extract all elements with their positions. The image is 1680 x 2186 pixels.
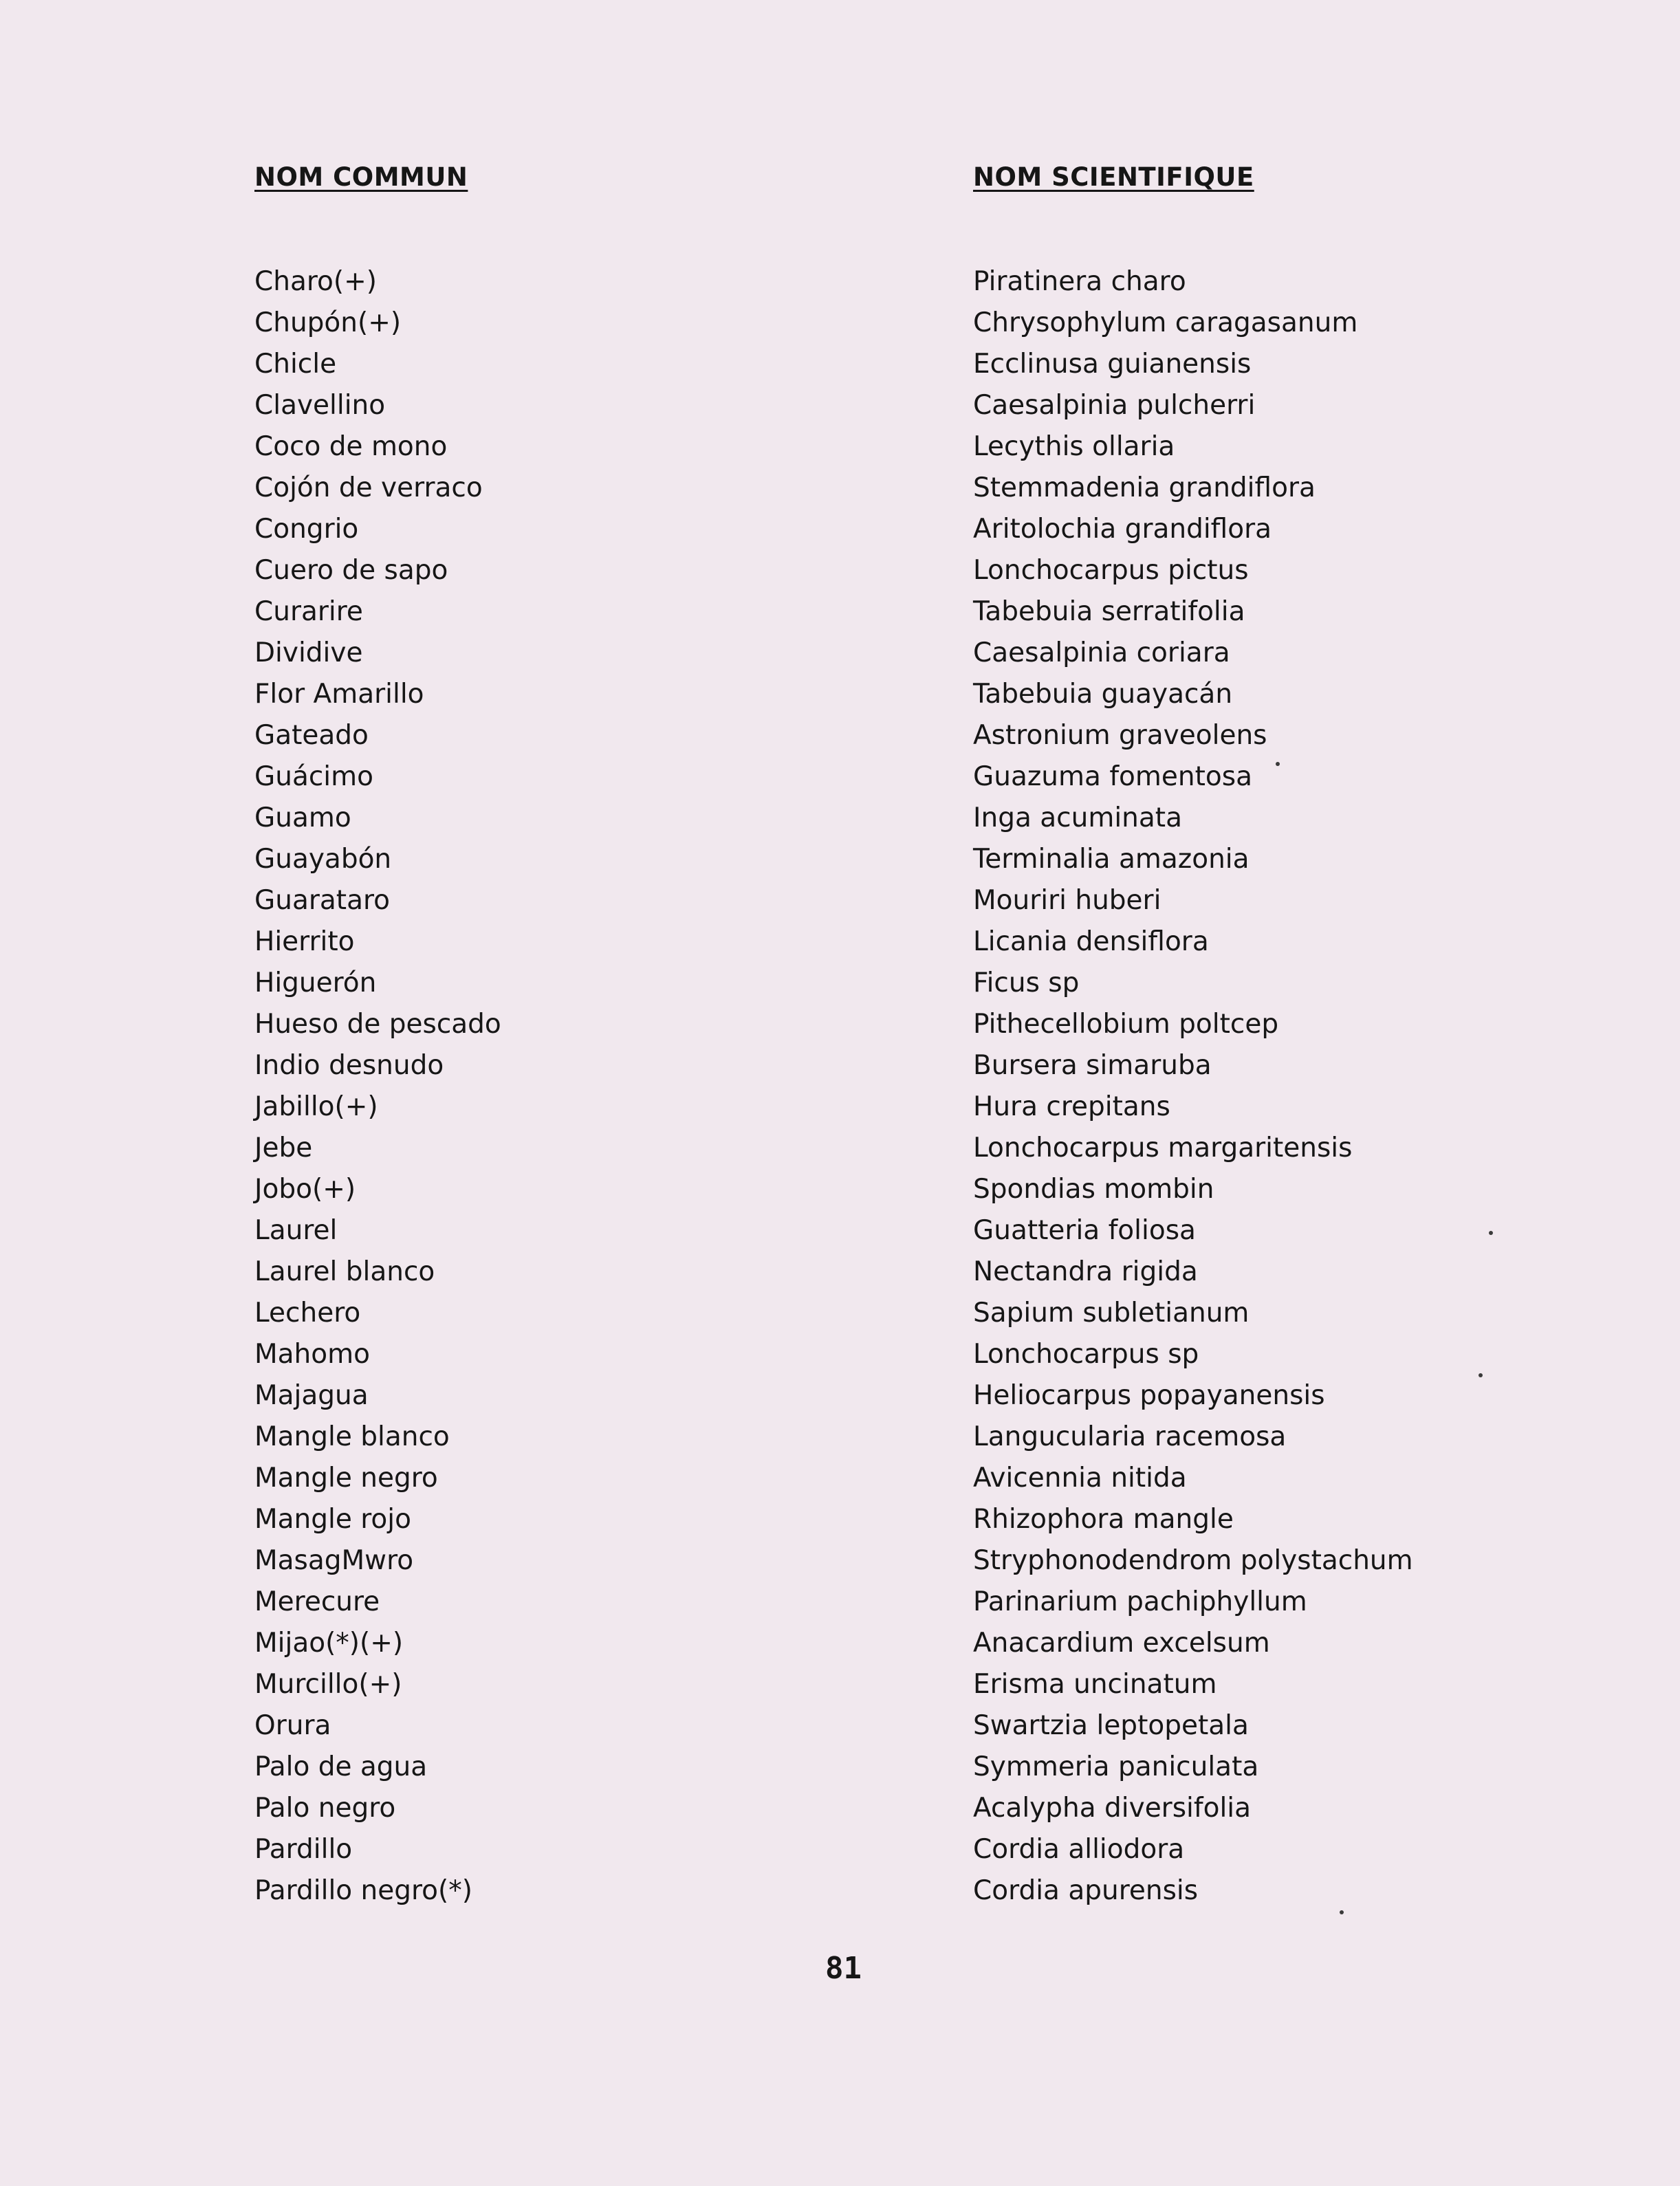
scientific-name-item: Lonchocarpus pictus xyxy=(973,555,1249,586)
scientific-name-item: Erisma uncinatum xyxy=(973,1669,1217,1700)
common-name-item: Guayabón xyxy=(254,844,392,875)
scientific-name-item: Piratinera charo xyxy=(973,266,1186,297)
scientific-name-item: Cordia apurensis xyxy=(973,1875,1199,1906)
scientific-name-item: Nectandra rigida xyxy=(973,1256,1198,1287)
scan-speck xyxy=(1276,762,1280,766)
scientific-name-item: Bursera simaruba xyxy=(973,1050,1212,1081)
common-name-item: Pardillo xyxy=(254,1834,353,1865)
common-name-item: Mijao(*)(+) xyxy=(254,1628,404,1659)
scan-speck xyxy=(1489,1231,1493,1235)
common-name-item: Hierrito xyxy=(254,926,355,957)
scientific-name-item: Guazuma fomentosa xyxy=(973,761,1252,792)
scientific-name-item: Terminalia amazonia xyxy=(973,844,1250,875)
scientific-name-item: Aritolochia grandiflora xyxy=(973,514,1272,545)
common-name-item: Charo(+) xyxy=(254,266,377,297)
scientific-name-item: Mouriri huberi xyxy=(973,885,1161,916)
scientific-name-item: Spondias mombin xyxy=(973,1174,1214,1205)
common-name-heading: NOM COMMUN xyxy=(254,162,468,192)
scientific-name-item: Cordia alliodora xyxy=(973,1834,1185,1865)
scan-speck xyxy=(1479,1373,1483,1377)
common-name-item: Cojón de verraco xyxy=(254,472,483,503)
common-name-item: Laurel xyxy=(254,1215,338,1246)
common-name-item: Indio desnudo xyxy=(254,1050,444,1081)
scientific-name-heading: NOM SCIENTIFIQUE xyxy=(973,162,1254,192)
scientific-name-item: Ecclinusa guianensis xyxy=(973,349,1252,380)
common-name-list xyxy=(254,261,873,1912)
common-name-item: Coco de mono xyxy=(254,431,448,462)
common-name-item: MasagMwro xyxy=(254,1545,414,1576)
common-name-item: Dividive xyxy=(254,637,363,668)
scientific-name-item: Rhizophora mangle xyxy=(973,1504,1234,1535)
scientific-name-item: Guatteria foliosa xyxy=(973,1215,1196,1246)
scientific-name-item: Heliocarpus popayanensis xyxy=(973,1380,1325,1411)
common-name-item: Orura xyxy=(254,1710,331,1741)
common-name-item: Chupón(+) xyxy=(254,307,402,338)
common-name-item: Murcillo(+) xyxy=(254,1669,402,1700)
scientific-name-item: Astronium graveolens xyxy=(973,720,1267,751)
common-name-item: Guarataro xyxy=(254,885,390,916)
scientific-name-item: Lonchocarpus margaritensis xyxy=(973,1133,1353,1163)
scan-speck xyxy=(1340,1910,1344,1914)
common-name-item: Mangle negro xyxy=(254,1463,438,1494)
scientific-name-item: Parinarium pachiphyllum xyxy=(973,1586,1307,1617)
common-name-item: Palo negro xyxy=(254,1793,396,1824)
scientific-name-item: Stryphonodendrom polystachum xyxy=(973,1545,1413,1576)
scientific-name-item: Acalypha diversifolia xyxy=(973,1793,1252,1824)
scientific-name-item: Caesalpinia coriara xyxy=(973,637,1230,668)
common-name-column xyxy=(254,160,873,1912)
common-name-item: Mahomo xyxy=(254,1339,370,1370)
common-name-item: Guamo xyxy=(254,802,351,833)
common-name-item: Jebe xyxy=(254,1133,313,1163)
scientific-name-column xyxy=(973,160,1661,1912)
common-name-item: Laurel blanco xyxy=(254,1256,435,1287)
scientific-name-item: Langucularia racemosa xyxy=(973,1421,1287,1452)
common-name-item: Hueso de pescado xyxy=(254,1009,501,1040)
common-name-item: Clavellino xyxy=(254,390,386,421)
common-name-item: Palo de agua xyxy=(254,1751,428,1782)
scientific-name-item: Hura crepitans xyxy=(973,1091,1170,1122)
common-name-item: Majagua xyxy=(254,1380,369,1411)
common-name-item: Congrio xyxy=(254,514,359,545)
common-name-item: Chicle xyxy=(254,349,337,380)
scientific-name-item: Tabebuia guayacán xyxy=(973,679,1233,710)
common-name-item: Lechero xyxy=(254,1298,361,1329)
scientific-name-item: Lecythis ollaria xyxy=(973,431,1175,462)
scientific-name-item: Stemmadenia grandiflora xyxy=(973,472,1316,503)
common-name-item: Jobo(+) xyxy=(254,1174,356,1205)
scientific-name-item: Avicennia nitida xyxy=(973,1463,1187,1494)
scientific-name-item: Licania densiflora xyxy=(973,926,1209,957)
common-name-item: Mangle blanco xyxy=(254,1421,450,1452)
common-name-item: Guácimo xyxy=(254,761,373,792)
scientific-name-item: Anacardium excelsum xyxy=(973,1628,1270,1659)
scientific-name-item: Sapium subletianum xyxy=(973,1298,1250,1329)
scientific-name-item: Caesalpinia pulcherri xyxy=(973,390,1256,421)
page-number: 81 xyxy=(825,1951,862,1986)
scientific-name-item: Chrysophylum caragasanum xyxy=(973,307,1358,338)
common-name-item: Merecure xyxy=(254,1586,380,1617)
scientific-name-item: Symmeria paniculata xyxy=(973,1751,1259,1782)
common-name-item: Curarire xyxy=(254,596,363,627)
scientific-name-item: Tabebuia serratifolia xyxy=(973,596,1245,627)
scientific-name-item: Pithecellobium poltcep xyxy=(973,1009,1279,1040)
scientific-name-list xyxy=(973,261,1661,1912)
common-name-item: Higuerón xyxy=(254,968,377,998)
scientific-name-item: Swartzia leptopetala xyxy=(973,1710,1249,1741)
scientific-name-item: Lonchocarpus sp xyxy=(973,1339,1199,1370)
common-name-item: Flor Amarillo xyxy=(254,679,424,710)
common-name-item: Jabillo(+) xyxy=(254,1091,378,1122)
common-name-item: Gateado xyxy=(254,720,369,751)
scientific-name-item: Inga acuminata xyxy=(973,802,1182,833)
scientific-name-item: Ficus sp xyxy=(973,968,1080,998)
common-name-item: Cuero de sapo xyxy=(254,555,448,586)
common-name-item: Pardillo negro(*) xyxy=(254,1875,472,1906)
common-name-item: Mangle rojo xyxy=(254,1504,411,1535)
